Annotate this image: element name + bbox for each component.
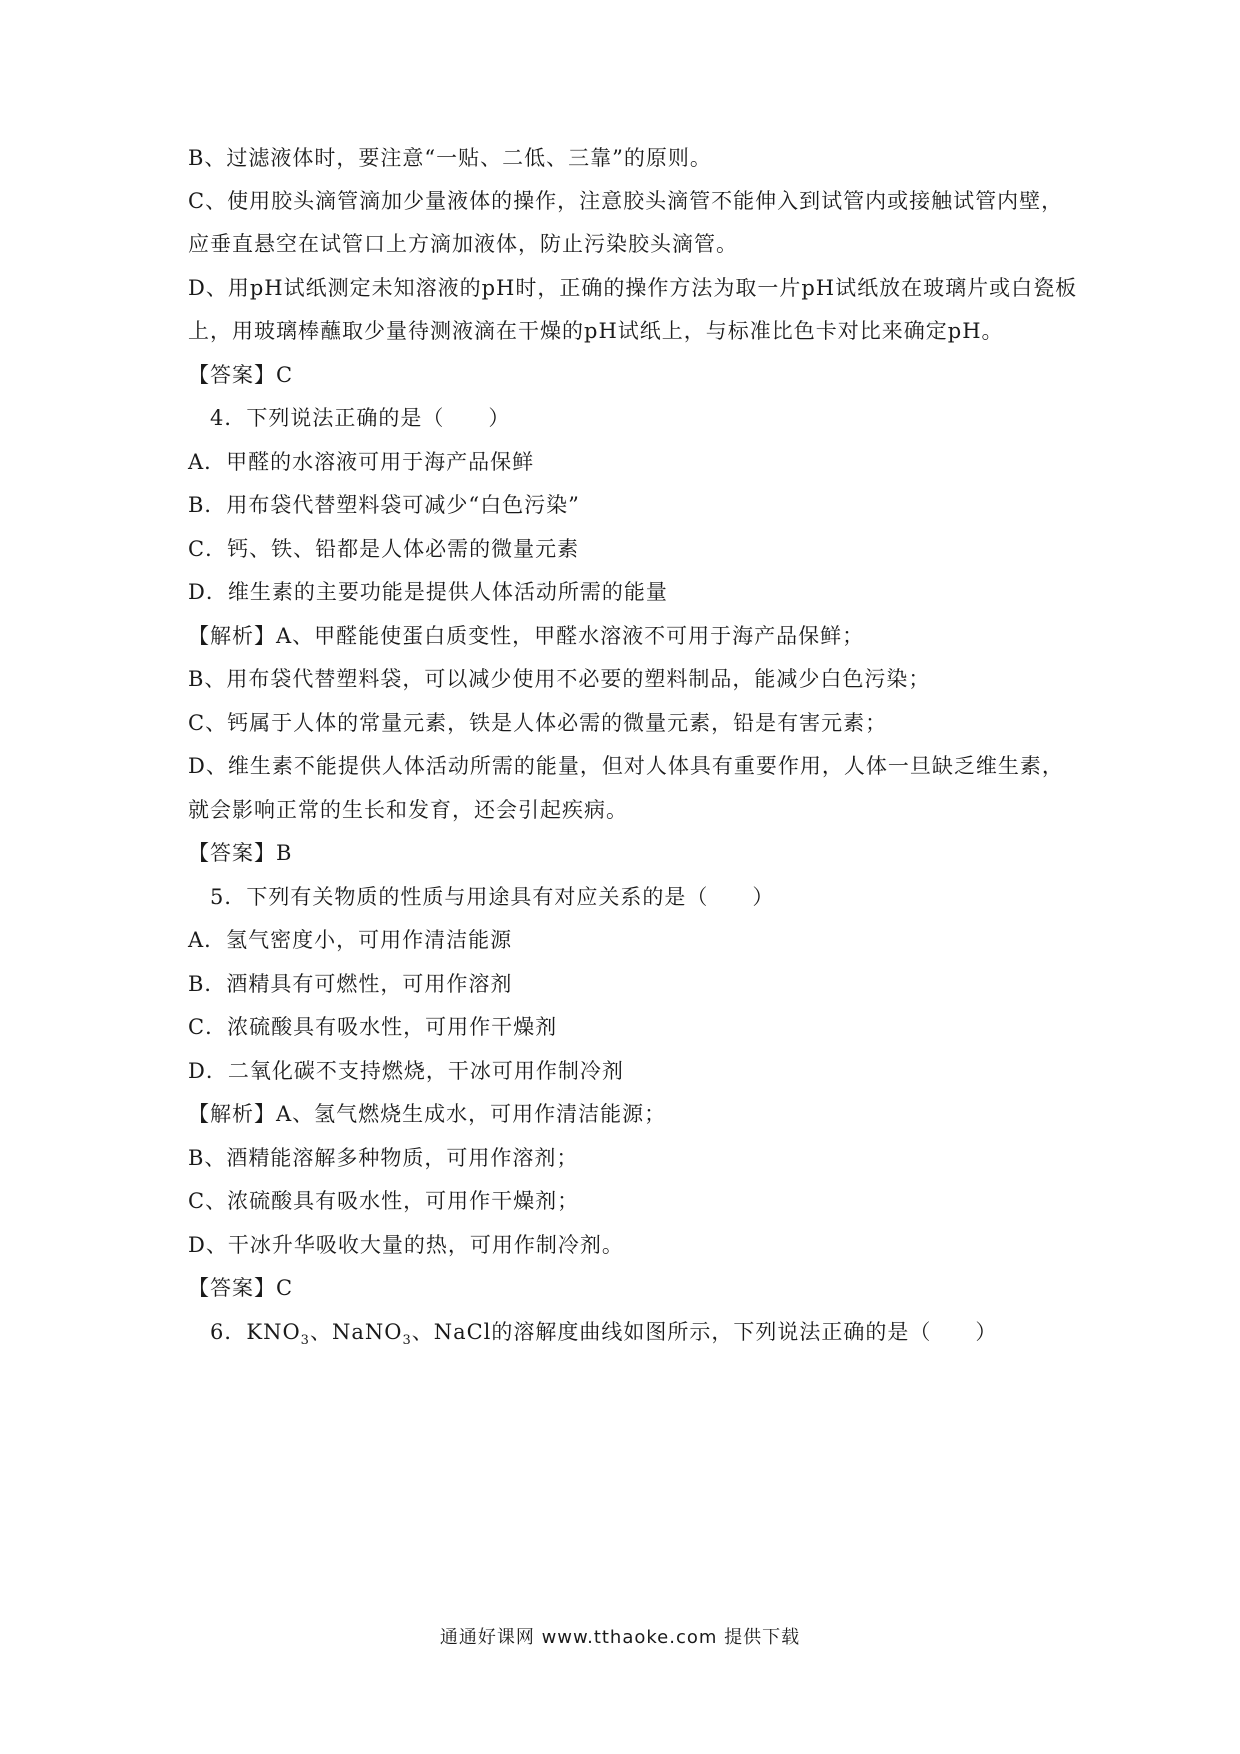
q4-option-a: A．甲醛的水溶液可用于海产品保鲜 [188, 450, 535, 474]
kno3-formula: $KNO_3$ [246, 1320, 310, 1349]
q6-stem-rest: 的溶解度曲线如图所示，下列说法正确的是（ ） [491, 1320, 998, 1344]
q5-explanation-c: C、浓硫酸具有吸水性，可用作干燥剂； [188, 1189, 580, 1213]
q5-option-a: A．氢气密度小，可用作清洁能源 [188, 928, 513, 952]
q4-option-d: D．维生素的主要功能是提供人体活动所需的能量 [188, 580, 668, 604]
q5-answer: 【答案】C [188, 1276, 294, 1300]
q3-answer: 【答案】C [188, 363, 294, 387]
q3-explanation-b: B、过滤液体时，要注意“一贴、二低、三靠”的原则。 [188, 146, 712, 170]
q4-explanation-d-line2: 就会影响正常的生长和发育，还会引起疾病。 [188, 798, 628, 822]
q5-explanation-a: 【解析】A、氢气燃烧生成水，可用作清洁能源； [188, 1102, 667, 1126]
q4-answer: 【答案】B [188, 841, 293, 865]
q4-option-b: B．用布袋代替塑料袋可减少“白色污染” [188, 493, 580, 517]
q3-explanation-d-line1: D、用pH试纸测定未知溶液的pH时，正确的操作方法为取一片pH试纸放在玻璃片或白瓷板 [188, 276, 1078, 300]
q4-stem: 4．下列说法正确的是（ ） [210, 406, 511, 430]
q5-explanation-b: B、酒精能溶解多种物质，可用作溶剂； [188, 1146, 579, 1170]
q4-option-c: C．钙、铁、铅都是人体必需的微量元素 [188, 537, 580, 561]
q4-explanation-b: B、用布袋代替塑料袋，可以减少使用不必要的塑料制品，能减少白色污染； [188, 667, 931, 691]
q3-explanation-d-line2: 上，用玻璃棒蘸取少量待测液滴在干燥的pH试纸上，与标准比色卡对比来确定pH。 [188, 319, 1004, 343]
q4-explanation-d-line1: D、维生素不能提供人体活动所需的能量，但对人体具有重要作用，人体一旦缺乏维生素， [188, 754, 1064, 778]
q3-explanation-c-line2: 应垂直悬空在试管口上方滴加液体，防止污染胶头滴管。 [188, 232, 738, 256]
q5-option-b: B．酒精具有可燃性，可用作溶剂 [188, 972, 513, 996]
q4-explanation-c: C、钙属于人体的常量元素，铁是人体必需的微量元素，铅是有害元素； [188, 711, 888, 735]
q6-stem: 6．$KNO_3$、NaNO$_3$、NaCl的溶解度曲线如图所示，下列说法正确的是（ ） [210, 1320, 998, 1349]
q4-explanation-a: 【解析】A、甲醛能使蛋白质变性，甲醛水溶液不可用于海产品保鲜； [188, 624, 865, 648]
nacl-formula: NaCl [433, 1320, 492, 1344]
q3-explanation-c-line1: C、使用胶头滴管滴加少量液体的操作，注意胶头滴管不能伸入到试管内或接触试管内壁， [188, 189, 1064, 213]
nano3-formula: NaNO$_3$ [331, 1320, 412, 1349]
q5-option-c: C．浓硫酸具有吸水性，可用作干燥剂 [188, 1015, 558, 1039]
page-footer: 通通好课网 www.tthaoke.com 提供下载 [439, 1627, 801, 1648]
q5-option-d: D．二氧化碳不支持燃烧，干冰可用作制冷剂 [188, 1059, 624, 1083]
q5-explanation-d: D、干冰升华吸收大量的热，可用作制冷剂。 [188, 1233, 624, 1257]
q5-stem: 5．下列有关物质的性质与用途具有对应关系的是（ ） [210, 885, 775, 909]
q6-number: 6． [210, 1320, 247, 1344]
